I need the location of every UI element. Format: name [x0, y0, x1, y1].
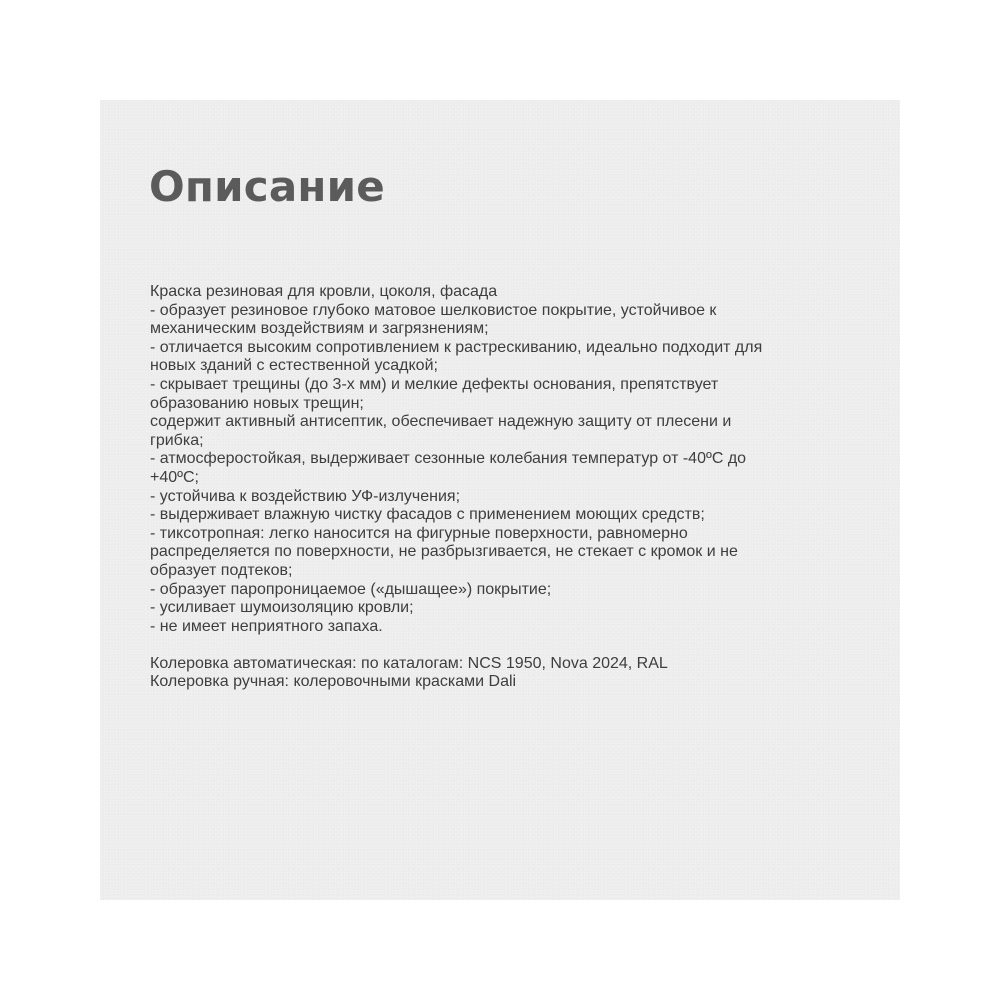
description-line: +40ºС;: [150, 468, 199, 486]
description-line: содержит активный антисептик, обеспечивает надежную защиту от плесени и: [150, 413, 732, 431]
description-line: - тиксотропная: легко наносится на фигурные поверхности, равномерно: [150, 524, 688, 542]
description-line: - скрывает трещины (до 3-х мм) и мелкие дефекты основания, препятствует: [150, 375, 719, 393]
description-line: - образует резиновое глубоко матовое шелковистое покрытие, устойчивое к: [150, 301, 717, 319]
page-title: Описание: [149, 162, 385, 211]
description-line: - не имеет неприятного запаха.: [150, 617, 383, 635]
description-line: распределяется по поверхности, не разбрызгивается, не стекает с кромок и не: [150, 543, 738, 561]
paragraph-spacer: [150, 636, 870, 655]
tinting-manual-line: Колеровка ручная: колеровочными красками Dali: [150, 673, 517, 691]
description-line: - образует паропроницаемое («дышащее») покрытие;: [150, 580, 552, 598]
description-line: образует подтеков;: [150, 561, 293, 579]
description-line: - усиливает шумоизоляцию кровли;: [150, 599, 414, 617]
description-line: образованию новых трещин;: [150, 394, 364, 412]
description-line: новых зданий с естественной усадкой;: [150, 357, 438, 375]
description-line: - атмосферостойкая, выдерживает сезонные колебания температур от -40ºС до: [150, 450, 747, 468]
description-line: Краска резиновая для кровли, цоколя, фасада: [150, 283, 498, 300]
description-body: [150, 283, 870, 692]
description-line: грибка;: [150, 431, 204, 449]
description-card: [100, 100, 900, 900]
description-line: - выдерживает влажную чистку фасадов с применением моющих средств;: [150, 506, 705, 524]
description-line: - устойчива к воздействию УФ-излучения;: [150, 487, 461, 505]
description-line: механическим воздействиям и загрязнениям;: [150, 320, 489, 338]
tinting-auto-line: Колеровка автоматическая: по каталогам: NCS 1950, Nova 2024, RAL: [150, 654, 668, 672]
description-line: - отличается высоким сопротивлением к растрескиванию, идеально подходит для: [150, 338, 763, 356]
